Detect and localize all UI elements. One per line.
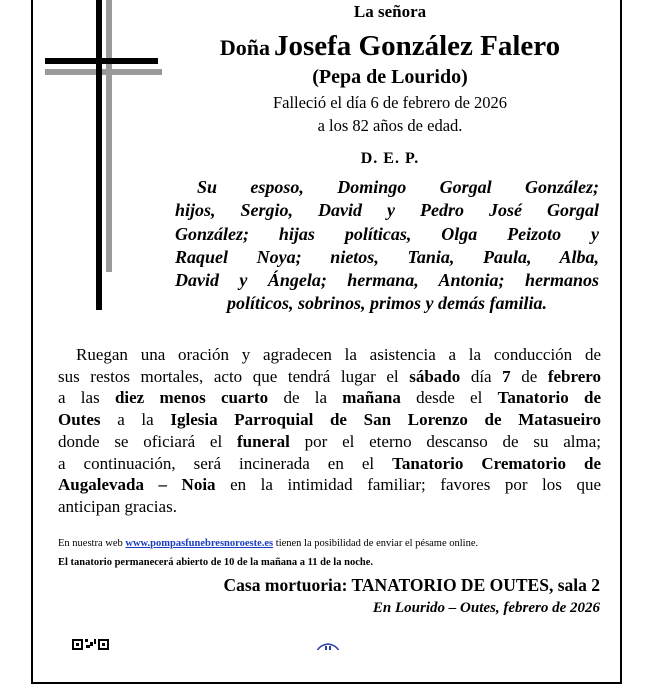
website-link[interactable]: www.pompasfunebresnoroeste.es — [125, 538, 274, 549]
body-line: a las diez menos cuarto de la mañana desde el Tanatorio de — [58, 388, 601, 408]
body-line: Augalevada – Noia en la intimidad familiar; favores por los que — [58, 475, 601, 495]
salutation: La señora — [353, 2, 427, 21]
family-paragraph — [175, 176, 599, 316]
deceased-name: Josefa González Falero — [273, 30, 561, 62]
body-line: a continuación, será incinerada en el Tanatorio Crematorio de — [58, 453, 601, 473]
body-line: Ruegan una oración y agradecen la asistencia a la conducción de — [76, 345, 601, 364]
cross-gray-horizontal — [45, 69, 162, 75]
deceased-alias: (Pepa de Lourido) — [312, 66, 468, 88]
body-line: anticipan gracias. — [58, 496, 177, 516]
cross-black-vertical — [96, 0, 102, 310]
age-at-death: a los 82 años de edad. — [317, 116, 463, 135]
mortuary-location: Casa mortuoria: TANATORIO DE OUTES, sala 2 — [223, 575, 600, 595]
body-line: sus restos mortales, acto que tendrá lugar el sábado día 7 de febrero — [58, 366, 602, 386]
family-line: González; hijas políticas, Olga Peizoto y — [175, 223, 599, 244]
web-note-prefix: En nuestra web — [58, 538, 123, 549]
web-note-suffix: tienen la posibilidad de enviar el pésame online. — [275, 538, 479, 549]
family-line: Su esposo, Domingo Gorgal González; — [197, 177, 599, 197]
web-note — [58, 538, 478, 549]
family-line: Raquel Noya; nietos, Tania, Paula, Alba, — [175, 246, 599, 267]
honorific: Doña — [219, 35, 270, 60]
ceremony-paragraph — [58, 344, 601, 518]
family-line: David y Ángela; hermana, Antonia; hermanos — [175, 270, 599, 291]
body-line: Outes a la Iglesia Parroquial de San Lorenzo de Matasueiro — [58, 410, 602, 430]
opening-hours: El tanatorio permanecerá abierto de 10 de la mañana a 11 de la noche. — [58, 557, 373, 568]
deceased-name-line — [175, 30, 605, 63]
cross-gray-vertical — [106, 0, 112, 272]
qr-code-icon — [72, 637, 142, 650]
family-line: hijos, Sergio, David y Pedro José Gorgal — [175, 200, 599, 221]
cross-black-horizontal — [45, 58, 158, 64]
place-and-date: En Lourido – Outes, febrero de 2026 — [372, 600, 600, 616]
dep-heading: D. E. P. — [360, 150, 420, 167]
family-line: políticos, sobrinos, primos y demás familia. — [226, 293, 548, 314]
body-line: donde se oficiará el funeral por el eterno descanso de su alma; — [58, 431, 601, 451]
death-date: Falleció el día 6 de febrero de 2026 — [272, 93, 508, 112]
funeral-home-logo-icon — [313, 640, 343, 650]
